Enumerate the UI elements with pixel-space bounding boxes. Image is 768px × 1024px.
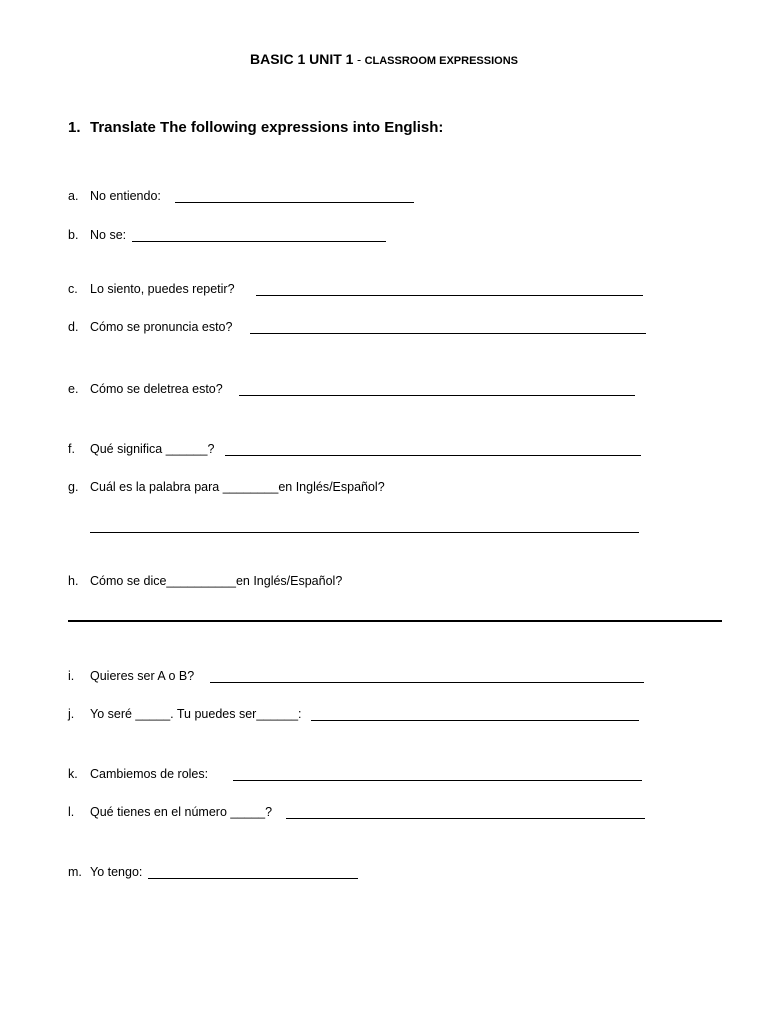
item-letter: d.: [68, 320, 79, 334]
item-prompt: Cambiemos de roles:: [90, 767, 209, 781]
item-letter: i.: [68, 669, 75, 683]
item-letter: a.: [68, 189, 79, 203]
item-prompt: Lo siento, puedes repetir?: [90, 282, 235, 296]
answer-blank-m[interactable]: [148, 878, 358, 879]
item-prompt: Qué tienes en el número _____?: [90, 805, 273, 819]
item-prompt: Cómo se deletrea esto?: [90, 382, 223, 396]
item-letter: l.: [68, 805, 75, 819]
item-letter: m.: [68, 865, 82, 879]
answer-blank-f[interactable]: [225, 455, 641, 456]
item-prompt: No se:: [90, 228, 127, 242]
item-letter: c.: [68, 282, 78, 296]
worksheet-title: [0, 49, 768, 71]
item-prompt: Yo tengo:: [90, 865, 143, 879]
item-prompt: Cuál es la palabra para ________en Inglés/Español?: [90, 480, 385, 494]
section-heading-text: Translate The following expressions into English:: [90, 119, 444, 136]
answer-blank-d[interactable]: [250, 333, 646, 334]
item-letter: f.: [68, 442, 75, 456]
answer-blank-i[interactable]: [210, 682, 644, 683]
item-prompt: No entiendo:: [90, 189, 161, 203]
item-prompt: Yo seré _____. Tu puedes ser______:: [90, 707, 302, 721]
answer-blank-a[interactable]: [175, 202, 414, 203]
item-letter: h.: [68, 574, 79, 588]
item-letter: g.: [68, 480, 79, 494]
item-prompt: Cómo se dice__________en Inglés/Español?: [90, 574, 343, 588]
title-main: BASIC 1 UNIT 1: [250, 51, 354, 67]
section-divider: [68, 620, 722, 622]
section-number: 1.: [68, 119, 81, 136]
answer-blank-j[interactable]: [311, 720, 639, 721]
item-letter: j.: [68, 707, 75, 721]
title-subtitle: CLASSROOM EXPRESSIONS: [364, 55, 518, 67]
item-prompt: Quieres ser A o B?: [90, 669, 195, 683]
item-prompt: Qué significa ______?: [90, 442, 215, 456]
answer-blank-l[interactable]: [286, 818, 645, 819]
item-prompt: Cómo se pronuncia esto?: [90, 320, 233, 334]
title-separator: -: [353, 53, 365, 67]
answer-blank-b[interactable]: [132, 241, 386, 242]
section-heading: [68, 118, 443, 138]
item-letter: e.: [68, 382, 79, 396]
item-letter: b.: [68, 228, 79, 242]
answer-blank-k[interactable]: [233, 780, 642, 781]
answer-blank-c[interactable]: [256, 295, 643, 296]
item-letter: k.: [68, 767, 78, 781]
answer-blank-g[interactable]: [90, 532, 639, 533]
answer-blank-e[interactable]: [239, 395, 635, 396]
